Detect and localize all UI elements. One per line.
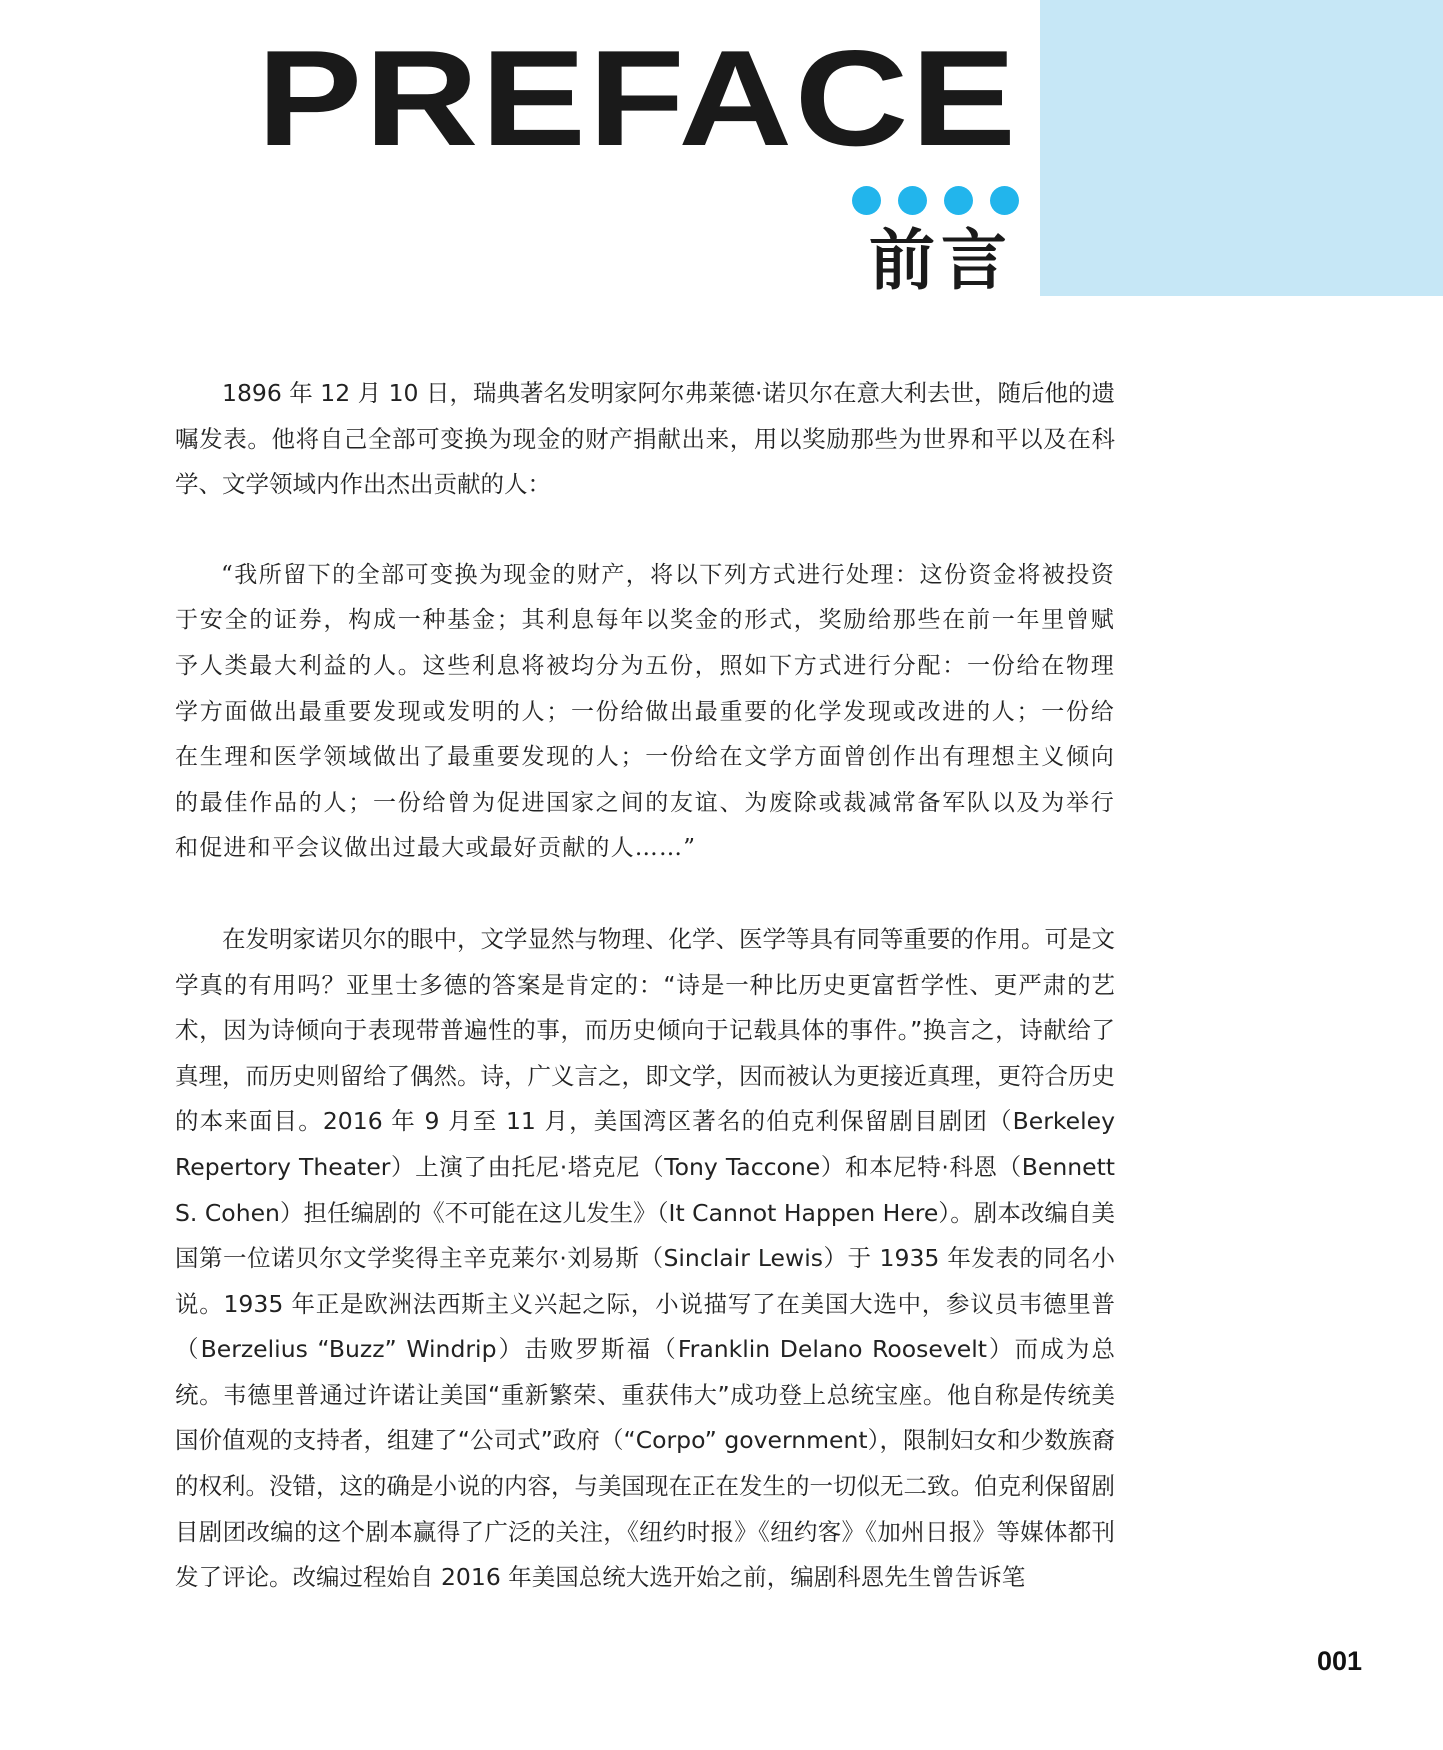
- decorative-dots: [852, 186, 1019, 215]
- paragraph-intro: 1896 年 12 月 10 日，瑞典著名发明家阿尔弗莱德·诺贝尔在意大利去世，随后他的遗嘱发表。他将自己全部可变换为现金的财产捐献出来，用以奖励那些为世界和平以及在科学、文学领域内作出杰出贡献的人：: [175, 379, 1115, 499]
- title-preface: PREFACE: [256, 22, 1018, 174]
- dot-icon: [990, 186, 1019, 215]
- paragraph-literature: 在发明家诺贝尔的眼中，文学显然与物理、化学、医学等具有同等重要的作用。可是文学真的有用吗？亚里士多德的答案是肯定的：“诗是一种比历史更富哲学性、更严肃的艺术，因为诗倾向于表现带普遍性的事，而历史倾向于记载具体的事件。”换言之，诗献给了真理，而历史则留给了偶然。诗，广义言之，即文学，因而被认为更接近真理，更符合历史的本来面目。2016 年 9 月至 11 月，美国湾区著名的伯克利保留剧目剧团（Berkeley Repertory Theater）上演了由托尼·塔克尼（Tony Taccone）和本尼特·科恩（Bennett S. Cohen）担任编剧的《不可能在这儿发生》（It Cannot Happen Here）。剧本改编自美国第一位诺贝尔文学奖得主辛克莱尔·刘易斯（Sinclair Lewis）于 1935 年发表的同名小说。1935 年正是欧洲法西斯主义兴起之际，小说描写了在美国大选中，参议员韦德里普（Berzelius “Buzz” Windrip）击败罗斯福（Franklin Delano Roosevelt）而成为总统。韦德里普通过许诺让美国“重新繁荣、重获伟大”成功登上总统宝座。他自称是传统美国价值观的支持者，组建了“公司式”政府（“Corpo” government），限制妇女和少数族裔的权利。没错，这的确是小说的内容，与美国现在正在发生的一切似无二致。伯克利保留剧目剧团改编的这个剧本赢得了广泛的关注，《纽约时报》《纽约客》《加州日报》等媒体都刊发了评论。改编过程始自 2016 年美国总统大选开始之前，编剧科恩先生曾告诉笔: [175, 924, 1115, 1592]
- corner-color-block: [1040, 0, 1443, 296]
- dot-icon: [944, 186, 973, 215]
- preface-body: [175, 371, 1115, 1601]
- paragraph-will-quote: “我所留下的全部可变换为现金的财产，将以下列方式进行处理：这份资金将被投资于安全的证券，构成一种基金；其利息每年以奖金的形式，奖励给那些在前一年里曾赋予人类最大利益的人。这些利息将被均分为五份，照如下方式进行分配：一份给在物理学方面做出最重要发现或发明的人；一份给做出最重要的化学发现或改进的人；一份给在生理和医学领域做出了最重要发现的人；一份给在文学方面曾创作出有理想主义倾向的最佳作品的人；一份给曾为促进国家之间的友谊、为废除或裁减常备军队以及为举行和促进和平会议做出过最大或最好贡献的人……”: [175, 561, 1115, 862]
- page-number: 001: [1317, 1646, 1363, 1676]
- dot-icon: [898, 186, 927, 215]
- title-chinese: 前言: [869, 222, 1013, 299]
- dot-icon: [852, 186, 881, 215]
